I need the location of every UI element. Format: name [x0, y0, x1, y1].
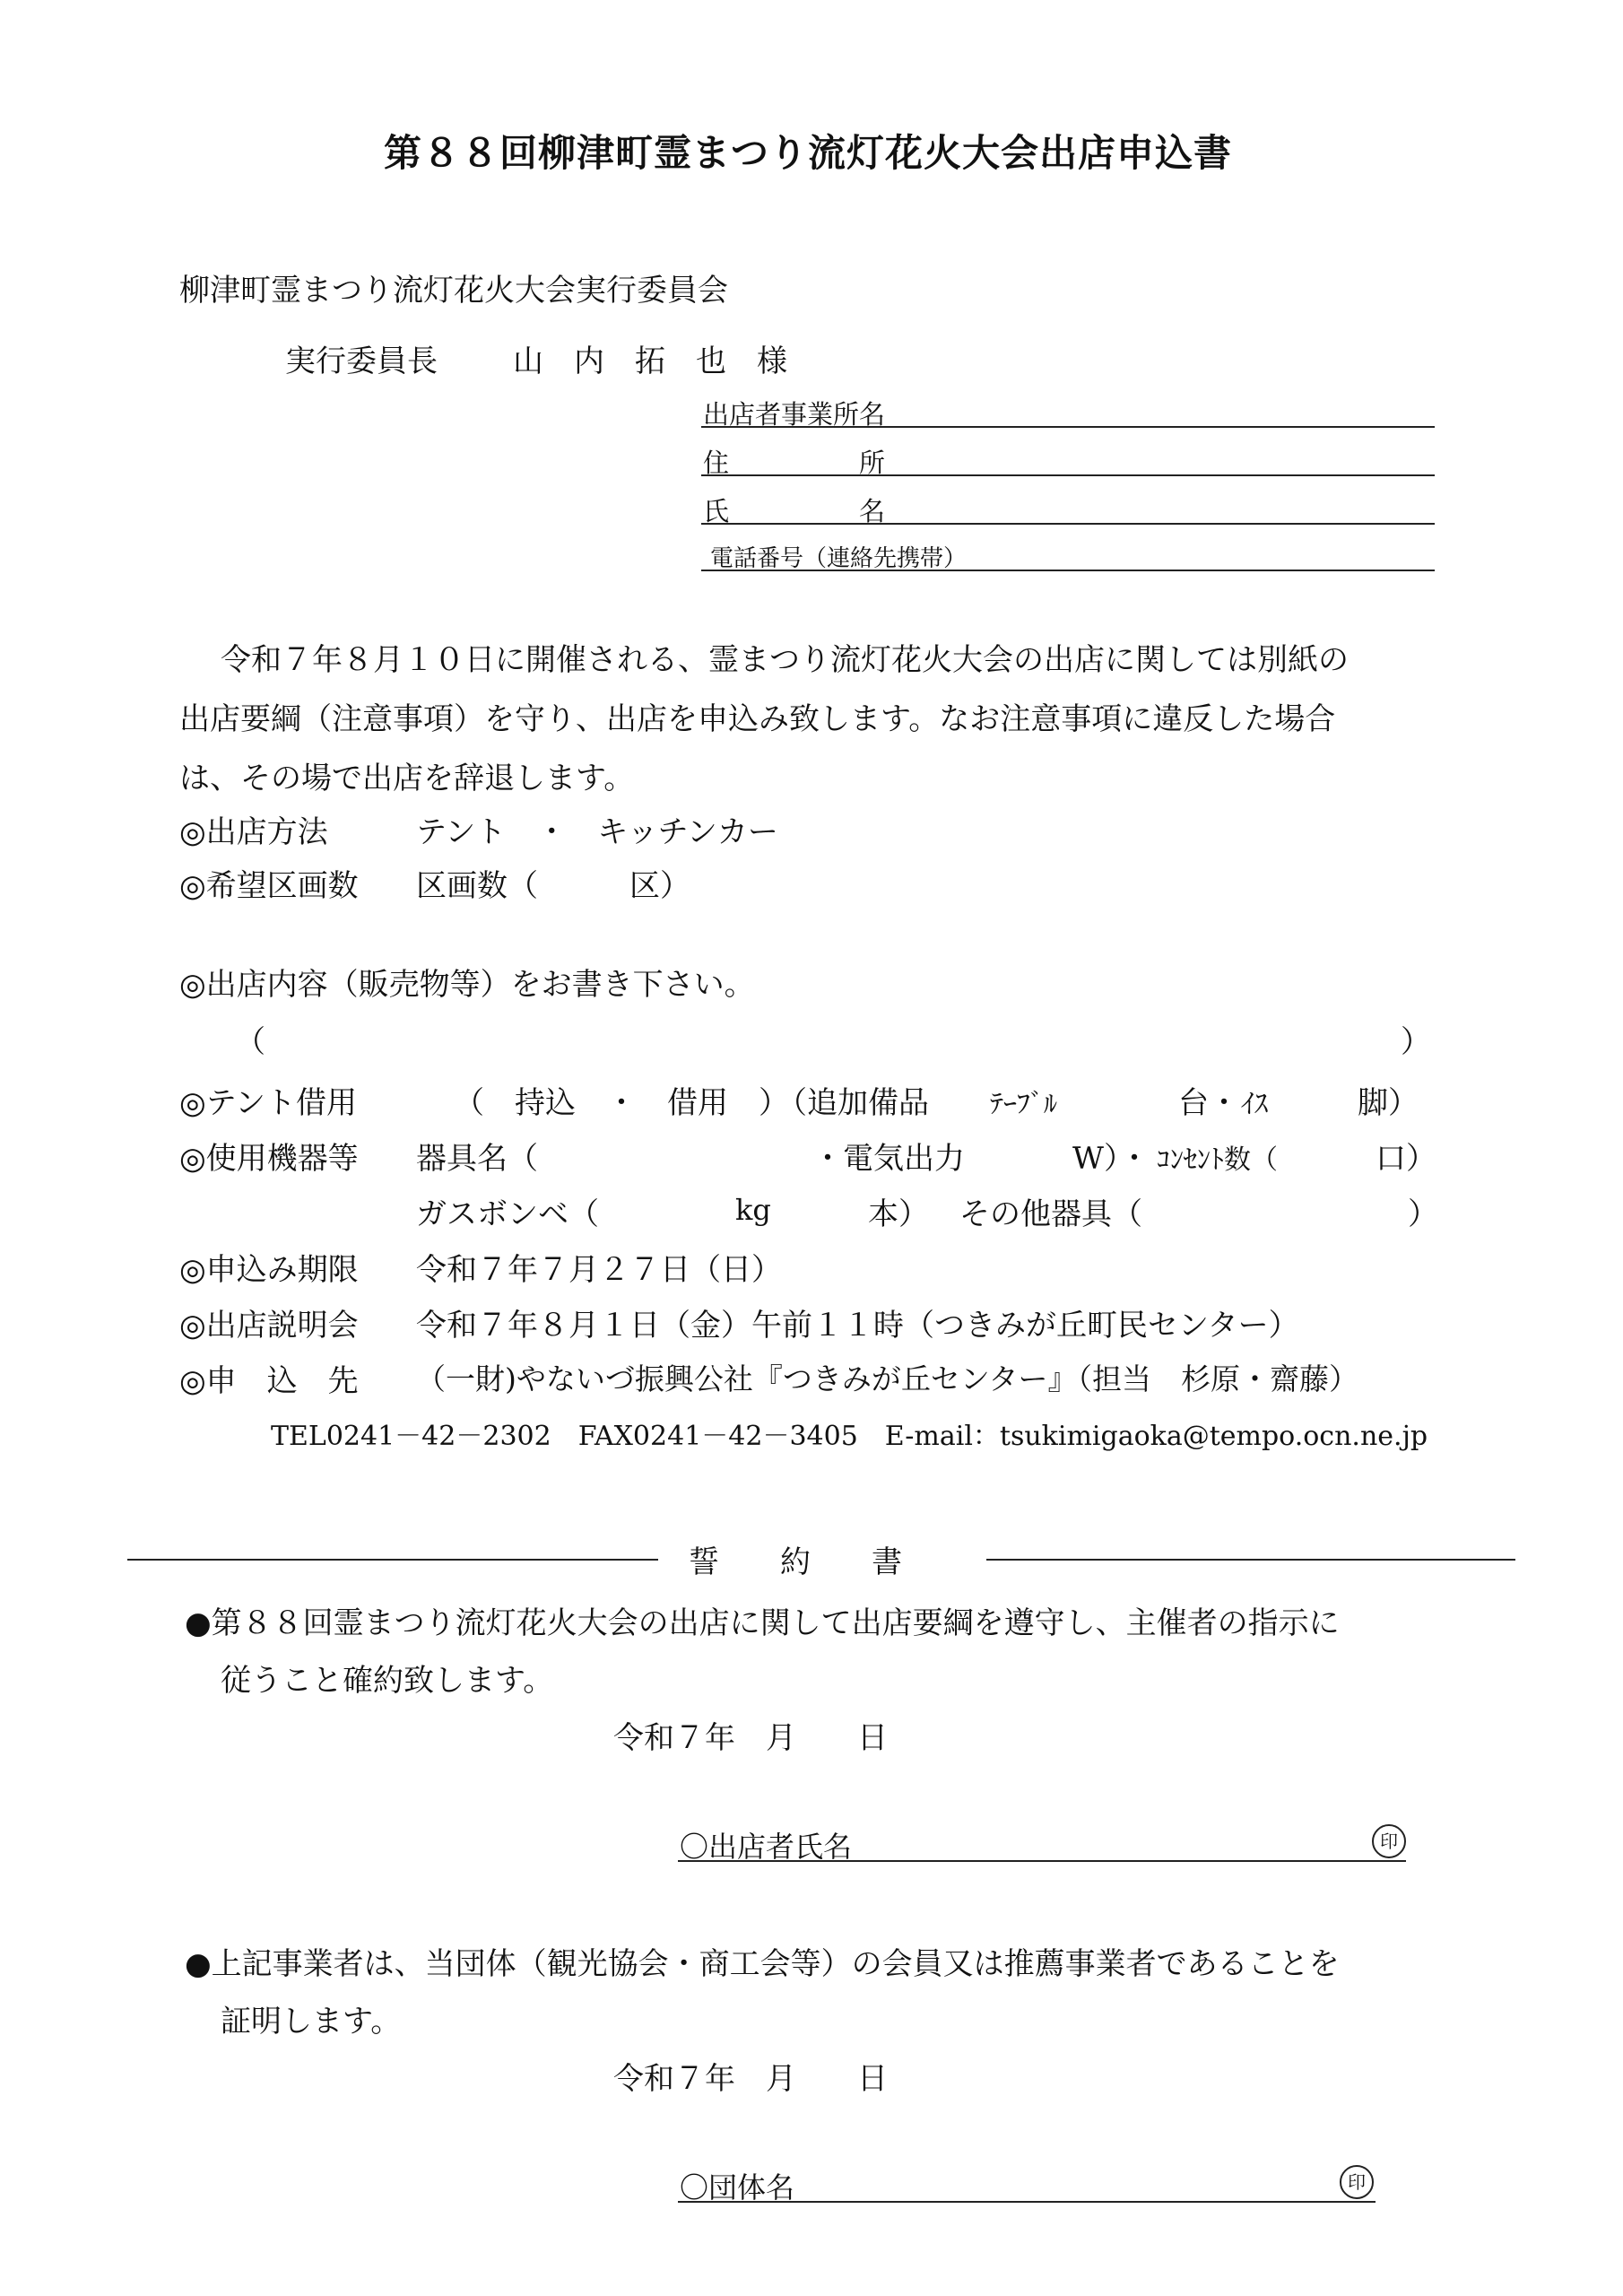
- outlet-field[interactable]: [1309, 1134, 1381, 1171]
- sections-field[interactable]: 区画数（ 区）: [416, 868, 690, 904]
- phone-label: 電話番号（連絡先携帯）: [710, 545, 968, 572]
- tent-choice[interactable]: （ 持込 ・ 借用 ）: [454, 1085, 789, 1121]
- pledge-heading: 誓 約 書: [689, 1544, 902, 1580]
- gas-count-unit: 本）: [868, 1196, 929, 1232]
- contact-info: TEL0241－42－2302 FAX0241－42－3405 E-mail：tsukimigaoka@tempo.ocn.ne.jp: [271, 1421, 1428, 1452]
- org-seal-mark: 印: [1340, 2165, 1374, 2199]
- pledge-date[interactable]: 令和７年 月 日: [613, 1720, 888, 1756]
- apply-to-label: ◎申 込 先: [179, 1363, 359, 1399]
- content-field[interactable]: [269, 1017, 1390, 1057]
- tent-table-count-field[interactable]: [1067, 1082, 1175, 1118]
- method-label: ◎出店方法: [179, 814, 328, 850]
- gas-count-field[interactable]: [780, 1189, 864, 1227]
- chair-name: 山 内 拓 也 様: [513, 344, 787, 379]
- tent-extras-label: （追加備品: [777, 1085, 929, 1121]
- briefing-label: ◎出店説明会: [179, 1308, 359, 1344]
- content-close-paren: ）: [1401, 1024, 1431, 1060]
- business-name-field[interactable]: [701, 426, 1435, 428]
- deadline-label: ◎申込み期限: [179, 1252, 359, 1288]
- tent-table-label: ﾃｰﾌﾞﾙ: [990, 1089, 1057, 1120]
- power-unit: W）・: [1072, 1141, 1150, 1177]
- equipment-name-label: 器具名（: [416, 1141, 538, 1177]
- briefing-value: 令和７年８月１日（金）午前１１時（つきみが丘町民センター）: [416, 1308, 1299, 1344]
- gas-kg-field[interactable]: [619, 1189, 735, 1227]
- gas-label: ガスボンベ（: [416, 1196, 599, 1232]
- other-equipment-label: その他器具（: [959, 1196, 1142, 1232]
- content-open-paren: （: [235, 1024, 265, 1060]
- other-equipment-field[interactable]: [1157, 1189, 1399, 1227]
- address-field[interactable]: [701, 474, 1435, 476]
- signer-label: 〇出店者氏名: [680, 1830, 853, 1864]
- deadline-value: 令和７年７月２７日（日）: [416, 1252, 782, 1288]
- outlet-label: ｺﾝｾﾝﾄ数（: [1157, 1144, 1278, 1176]
- other-equipment-close: ）: [1408, 1196, 1438, 1232]
- seal-mark: 印: [1372, 1824, 1406, 1858]
- committee-name: 柳津町霊まつり流灯花火大会実行委員会: [179, 273, 728, 309]
- phone-field[interactable]: [701, 570, 1435, 571]
- apply-to-value: （一財)やないづ振興公社『つきみが丘センター』（担当 杉原・齋藤）: [416, 1361, 1359, 1396]
- intro-line-1: 令和７年８月１０日に開催される、霊まつり流灯花火大会の出店に関しては別紙の: [221, 642, 1349, 678]
- tent-chair-count-field[interactable]: [1277, 1082, 1358, 1118]
- address-label: 住 所: [703, 448, 886, 478]
- content-label: ◎出店内容（販売物等）をお書き下さい。: [179, 967, 755, 1003]
- tent-chair-unit: 脚）: [1358, 1085, 1419, 1121]
- signer-name-field[interactable]: [678, 1860, 1406, 1862]
- intro-line-3: は、その場で出店を辞退します。: [179, 761, 635, 796]
- chair-title: 実行委員長: [285, 344, 438, 379]
- outlet-unit: 口）: [1376, 1141, 1436, 1177]
- form-title: 第８８回柳津町霊まつり流灯花火大会出店申込書: [384, 131, 1233, 175]
- name-field[interactable]: [701, 523, 1435, 525]
- name-label: 氏 名: [703, 496, 886, 526]
- tent-table-unit: 台・: [1178, 1085, 1239, 1121]
- method-options[interactable]: テント ・ キッチンカー: [416, 814, 778, 850]
- org-name-field[interactable]: [678, 2201, 1376, 2203]
- business-name-label: 出店者事業所名: [703, 399, 886, 430]
- pledge-line-1: ●第８８回霊まつり流灯花火大会の出店に関して出店要綱を遵守し、主催者の指示に: [185, 1605, 1340, 1641]
- equipment-name-field[interactable]: [547, 1134, 807, 1171]
- gas-kg-unit: kg: [735, 1193, 771, 1227]
- certify-date[interactable]: 令和７年 月 日: [613, 2061, 888, 2097]
- sections-label: ◎希望区画数: [179, 868, 359, 904]
- certify-line-1: ●上記事業者は、当団体（観光協会・商工会等）の会員又は推薦事業者であることを: [185, 1946, 1340, 1982]
- pledge-divider-left: [127, 1559, 658, 1561]
- tent-chair-label: ｲｽ: [1241, 1089, 1268, 1120]
- pledge-divider-right: [986, 1559, 1515, 1561]
- org-label: 〇団体名: [680, 2170, 795, 2205]
- power-label: ・電気出力: [812, 1141, 965, 1177]
- intro-line-2: 出店要綱（注意事項）を守り、出店を申込み致します。なお注意事項に違反した場合: [179, 701, 1336, 737]
- equipment-label: ◎使用機器等: [179, 1141, 359, 1177]
- pledge-line-2: 従うこと確約致します。: [221, 1663, 554, 1699]
- certify-line-2: 証明します。: [221, 2004, 402, 2039]
- power-field[interactable]: [979, 1134, 1069, 1171]
- tent-label: ◎テント借用: [179, 1085, 357, 1121]
